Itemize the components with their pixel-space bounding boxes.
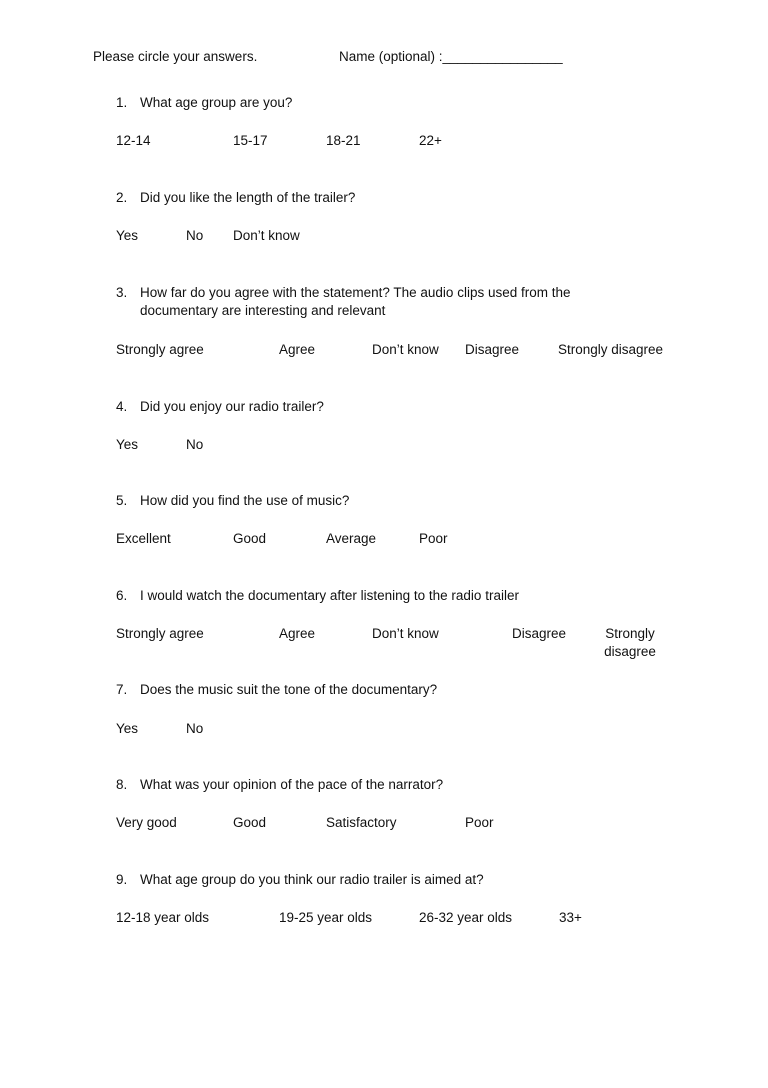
- option-no[interactable]: No: [186, 228, 204, 243]
- option-strongly-agree[interactable]: Strongly agree: [116, 626, 204, 641]
- question-text: What age group are you?: [140, 95, 293, 110]
- option-agree[interactable]: Agree: [279, 342, 316, 357]
- question-text: Did you enjoy our radio trailer?: [140, 399, 324, 414]
- option-average[interactable]: Average: [326, 531, 377, 546]
- option-19-25[interactable]: 19-25 year olds: [279, 910, 373, 925]
- option-dont-know[interactable]: Don’t know: [233, 228, 300, 243]
- question-text: What was your opinion of the pace of the narrator?: [140, 777, 444, 792]
- question-number: 9.: [116, 872, 128, 887]
- option-no[interactable]: No: [186, 437, 204, 452]
- option-satisfactory[interactable]: Satisfactory: [326, 815, 397, 830]
- name-field[interactable]: Name (optional) :________________: [339, 49, 563, 64]
- question-number: 1.: [116, 95, 128, 110]
- option-15-17[interactable]: 15-17: [233, 133, 268, 148]
- option-12-14[interactable]: 12-14: [116, 133, 151, 148]
- option-18-21[interactable]: 18-21: [326, 133, 361, 148]
- question-text: Did you like the length of the trailer?: [140, 190, 356, 205]
- option-strongly-disagree[interactable]: Strongly disagree: [558, 342, 664, 357]
- option-disagree[interactable]: Disagree: [512, 626, 567, 641]
- question-number: 4.: [116, 399, 128, 414]
- option-agree[interactable]: Agree: [279, 626, 316, 641]
- option-dont-know[interactable]: Don’t know: [372, 626, 439, 641]
- option-yes[interactable]: Yes: [116, 721, 139, 736]
- question-number: 2.: [116, 190, 128, 205]
- question-text: I would watch the documentary after listening to the radio trailer: [140, 588, 519, 603]
- question-text-line-1: How far do you agree with the statement? The audio clips used from the: [140, 285, 571, 300]
- option-dont-know[interactable]: Don’t know: [372, 342, 439, 357]
- question-text: What age group do you think our radio trailer is aimed at?: [140, 872, 484, 887]
- question-number: 8.: [116, 777, 128, 792]
- option-no[interactable]: No: [186, 721, 204, 736]
- option-strongly-agree[interactable]: Strongly agree: [116, 342, 204, 357]
- option-excellent[interactable]: Excellent: [116, 531, 171, 546]
- option-yes[interactable]: Yes: [116, 228, 139, 243]
- option-very-good[interactable]: Very good: [116, 815, 177, 830]
- option-disagree[interactable]: Disagree: [465, 342, 520, 357]
- question-text: Does the music suit the tone of the documentary?: [140, 682, 438, 697]
- question-number: 5.: [116, 493, 128, 508]
- question-text: How did you find the use of music?: [140, 493, 350, 508]
- option-poor[interactable]: Poor: [419, 531, 448, 546]
- option-12-18[interactable]: 12-18 year olds: [116, 910, 210, 925]
- option-22-plus[interactable]: 22+: [419, 133, 442, 148]
- option-33-plus[interactable]: 33+: [559, 910, 582, 925]
- option-good[interactable]: Good: [233, 815, 267, 830]
- question-text-line-2: documentary are interesting and relevant: [140, 303, 386, 318]
- instruction-text: Please circle your answers.: [93, 49, 258, 64]
- option-26-32[interactable]: 26-32 year olds: [419, 910, 513, 925]
- question-number: 6.: [116, 588, 128, 603]
- option-yes[interactable]: Yes: [116, 437, 139, 452]
- question-number: 3.: [116, 285, 128, 300]
- option-poor[interactable]: Poor: [465, 815, 494, 830]
- option-strongly-disagree[interactable]: Strongly disagree: [604, 626, 656, 659]
- question-number: 7.: [116, 682, 128, 697]
- option-good[interactable]: Good: [233, 531, 267, 546]
